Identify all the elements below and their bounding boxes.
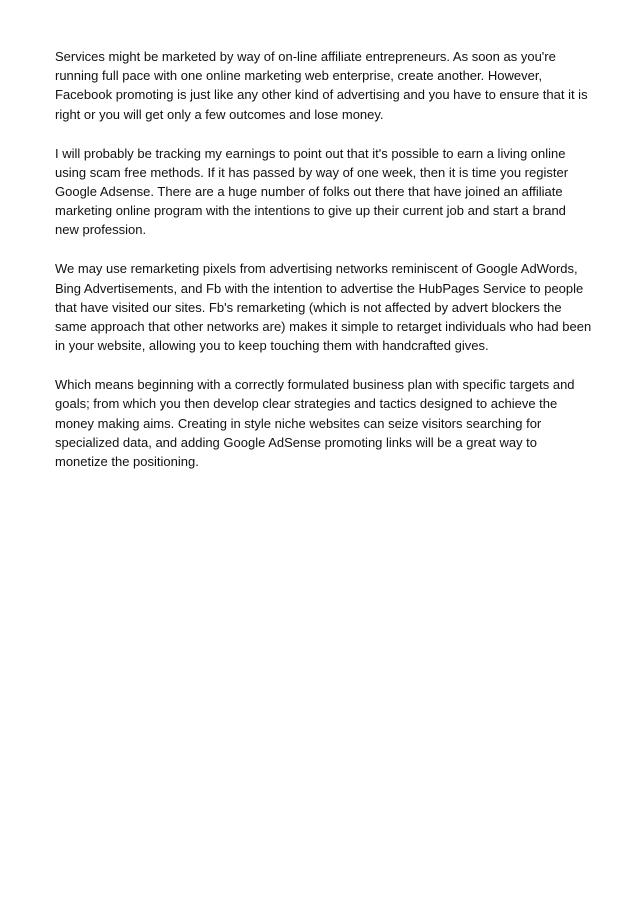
paragraph-4: Which means beginning with a correctly formulated business plan with specific targets and goals; from which you then develop clear strategies and tactics designed to achieve the money making aims. Creating in style niche websites can seize visitors searching for specialized data, and adding Google AdSense promoting links will be a great way to monetize the positioning.: [55, 377, 575, 470]
paragraph-1: Services might be marketed by way of on-line affiliate entrepreneurs. As soon as you're running full pace with one online marketing web enterprise, create another. However, Facebook promoting is just like any other kind of advertising and you have to ensure that it is right or you will get only a few outcomes and lose money.: [55, 49, 588, 122]
paragraph-2: I will probably be tracking my earnings to point out that it's possible to earn a living online using scam free methods. If it has passed by way of one week, then it is time you register Google Adsense. There are a huge number of folks out there that have joined an affiliate marketing online program with the intentions to give up their current job and start a brand new profession.: [55, 145, 569, 238]
paragraph-3: We may use remarketing pixels from advertising networks reminiscent of Google AdWords, Bing Advertisements, and Fb with the intention to advertise the HubPages Service to people that have visited our sites. Fb's remarketing (which is not affected by advert blockers the same approach that other networks are) makes it simple to retarget individuals who had been in your website, allowing you to keep touching them with handcrafted gives.: [55, 261, 592, 354]
document-body: [55, 47, 595, 491]
